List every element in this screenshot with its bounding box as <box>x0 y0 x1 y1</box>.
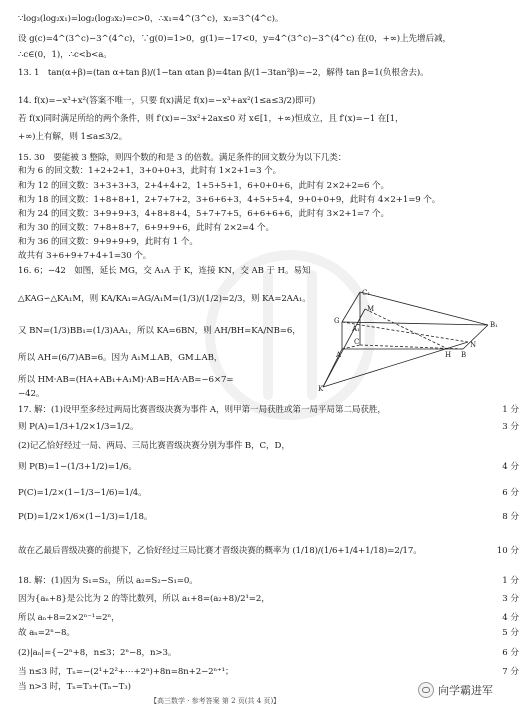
text-line: 当 n>3 时，Tₙ=T₃+(Tₙ−T₃) <box>18 682 131 692</box>
text-line: 和为 30 的回文数：7+8+8+7，6+9+9+6，此时有 2×2=4 个。 <box>18 223 275 233</box>
score-mark: 7 分 <box>502 667 519 677</box>
figure-label: B₁ <box>490 321 498 329</box>
text-line: ∴c∈(0，1)，∴c<b<a。 <box>18 50 112 60</box>
figure-label: A₁ <box>352 325 360 333</box>
score-mark: 3 分 <box>502 594 519 604</box>
text-line: 若 f(x)同时满足所给的两个条件，则 f′(x)=−3x²+2ax≤0 对 x∈[1，+∞)恒成立，且 f′(x)=−1 在[1， <box>18 114 404 124</box>
text-line: (2)记乙恰好经过一局、两局、三局比赛晋级决赛分别为事件 B，C，D， <box>18 441 290 451</box>
text-line: 18. 解：(1)因为 S₁=S₂，所以 a₂=S₂−S₁=0。 <box>18 576 198 586</box>
score-mark: 8 分 <box>502 512 519 522</box>
text-line: 又 BN=(1/3)BB₁=(1/3)AA₁，所以 KA=6BN，则 AH/BH=KA/NB=6， <box>18 326 301 336</box>
text-line: 和为 36 的回文数：9+9+9+9，此时有 1 个。 <box>18 237 198 247</box>
text-line: +∞)上有解，则 1≤a≤3/2。 <box>18 132 128 142</box>
figure-label: C <box>354 338 360 346</box>
figure-label: M <box>367 305 375 313</box>
figure-label: K <box>318 385 324 392</box>
score-mark: 4 分 <box>502 613 519 623</box>
text-line: 17. 解：(1)设甲至多经过两局比赛晋级决赛为事件 A，则甲第一局获胜或第一局平局第二局获胜， <box>18 405 386 415</box>
text-line: 和为 18 的回文数：1+8+8+1，2+7+7+2，3+6+6+3，4+5+5+4，9+0+0+9，此时有 4×2+1=9 个。 <box>18 195 441 205</box>
text-line: 16. 6；−42 如图，延长 MG，交 A₁A 于 K，连接 KN，交 AB 于 H。易知 <box>18 266 311 276</box>
text-line: 所以 AH=(6/7)AB=6。因为 A₁M⊥AB，GM⊥AB， <box>18 353 223 363</box>
text-line: 则 P(B)=1−(1/3+1/2)=1/6。 <box>18 462 137 472</box>
figure-label: G <box>334 317 340 325</box>
score-mark: 1 分 <box>502 405 519 415</box>
text-line: 设 g(c)=4^(3^c)−3^(4^c)，∵g(0)=1>0，g(1)=−17<0，y=4^(3^c)−3^(4^c) 在(0，+∞)上先增后减， <box>18 34 452 44</box>
text-line: 当 n≤3 时，Tₙ=−(2¹+2²+⋯+2ⁿ)+8n=8n+2−2ⁿ⁺¹； <box>18 667 234 677</box>
page-footer: 【高三数学 · 参考答案 第 2 页(共 4 页)】 <box>150 697 281 705</box>
score-mark: 4 分 <box>502 462 519 472</box>
text-line: P(C)=1/2×(1−1/3−1/6)=1/4。 <box>18 488 147 498</box>
prism-figure <box>318 287 498 392</box>
text-line: 故在乙最后晋级决赛的前提下，乙恰好经过三局比赛才晋级决赛的概率为 (1/18)/(1/6+1/4+1/18)=2/17。 <box>18 546 422 556</box>
score-mark: 3 分 <box>502 422 519 432</box>
score-mark: 6 分 <box>502 648 519 658</box>
text-line: 则 P(A)=1/3+1/2×1/3=1/2。 <box>18 422 139 432</box>
text-line: P(D)=1/2×1/6×(1−1/3)=1/18。 <box>18 512 153 522</box>
text-line: 13. 1 tan(α+β)=(tan α+tan β)/(1−tan αtan β)=4tan β/(1−3tan²β)=−2，解得 tan β=1(负根舍去)。 <box>18 68 429 78</box>
text-line: 故 aₙ=2ⁿ−8。 <box>18 628 75 638</box>
figure-label: A <box>336 351 342 359</box>
score-mark: 1 分 <box>502 576 519 586</box>
figure-label: N <box>470 341 477 349</box>
text-line: 15. 30 要能被 3 整除，则四个数的和是 3 的倍数。满足条件的回文数分为以下几类： <box>18 153 347 163</box>
text-line: △KAG∽△KA₁M，则 KA/KA₁=AG/A₁M=(1/3)/(1/2)=2/3，则 KA=2AA₁。 <box>18 294 311 304</box>
text-line: 所以 HM·AB=(HA+AB₁+A₁M)·AB=HA·AB=−6×7= <box>18 375 234 385</box>
text-line: 所以 aₙ+8=2×2ⁿ⁻¹=2ⁿ， <box>18 613 120 623</box>
text-line: 和为 12 的回文数：3+3+3+3，2+4+4+2，1+5+5+1，6+0+0+6，此时有 2×2+2=6 个。 <box>18 181 390 191</box>
text-line: 和为 24 的回文数：3+9+9+3，4+8+8+4，5+7+7+5，6+6+6+6，此时有 3×2+1=7 个。 <box>18 209 390 219</box>
figure-label: B <box>461 351 467 359</box>
brand-name: 向学霸进军 <box>438 684 493 697</box>
text-line: 和为 6 的回文数：1+2+2+1，3+0+0+3，此时有 1×2+1=3 个。 <box>18 166 282 176</box>
figure-label: H <box>445 351 452 359</box>
text-line: 故共有 3+6+9+7+4+1=30 个。 <box>18 251 152 261</box>
score-mark: 6 分 <box>502 488 519 498</box>
brand-watermark <box>418 682 493 698</box>
text-line: ∵log₃(log₂x₁)=log₂(log₃x₂)=c>0，∴x₁=4^(3^c)，x₂=3^(4^c)。 <box>18 14 284 24</box>
score-mark: 5 分 <box>502 628 519 638</box>
wechat-icon <box>418 682 434 698</box>
text-line: −42。 <box>18 389 45 399</box>
text-line: 14. f(x)=−x³+x²(答案不唯一，只要 f(x)满足 f(x)=−x³+ax²(1≤a≤3/2)即可) <box>18 96 316 106</box>
text-line: (2)|aₙ|={−2ⁿ+8，n≤3；2ⁿ−8，n>3。 <box>18 648 177 658</box>
figure-label: C₁ <box>362 289 371 297</box>
score-mark: 10 分 <box>496 546 519 556</box>
text-line: 因为{aₙ+8}是公比为 2 的等比数列，所以 a₁+8=(a₂+8)/2¹=2， <box>18 594 270 604</box>
